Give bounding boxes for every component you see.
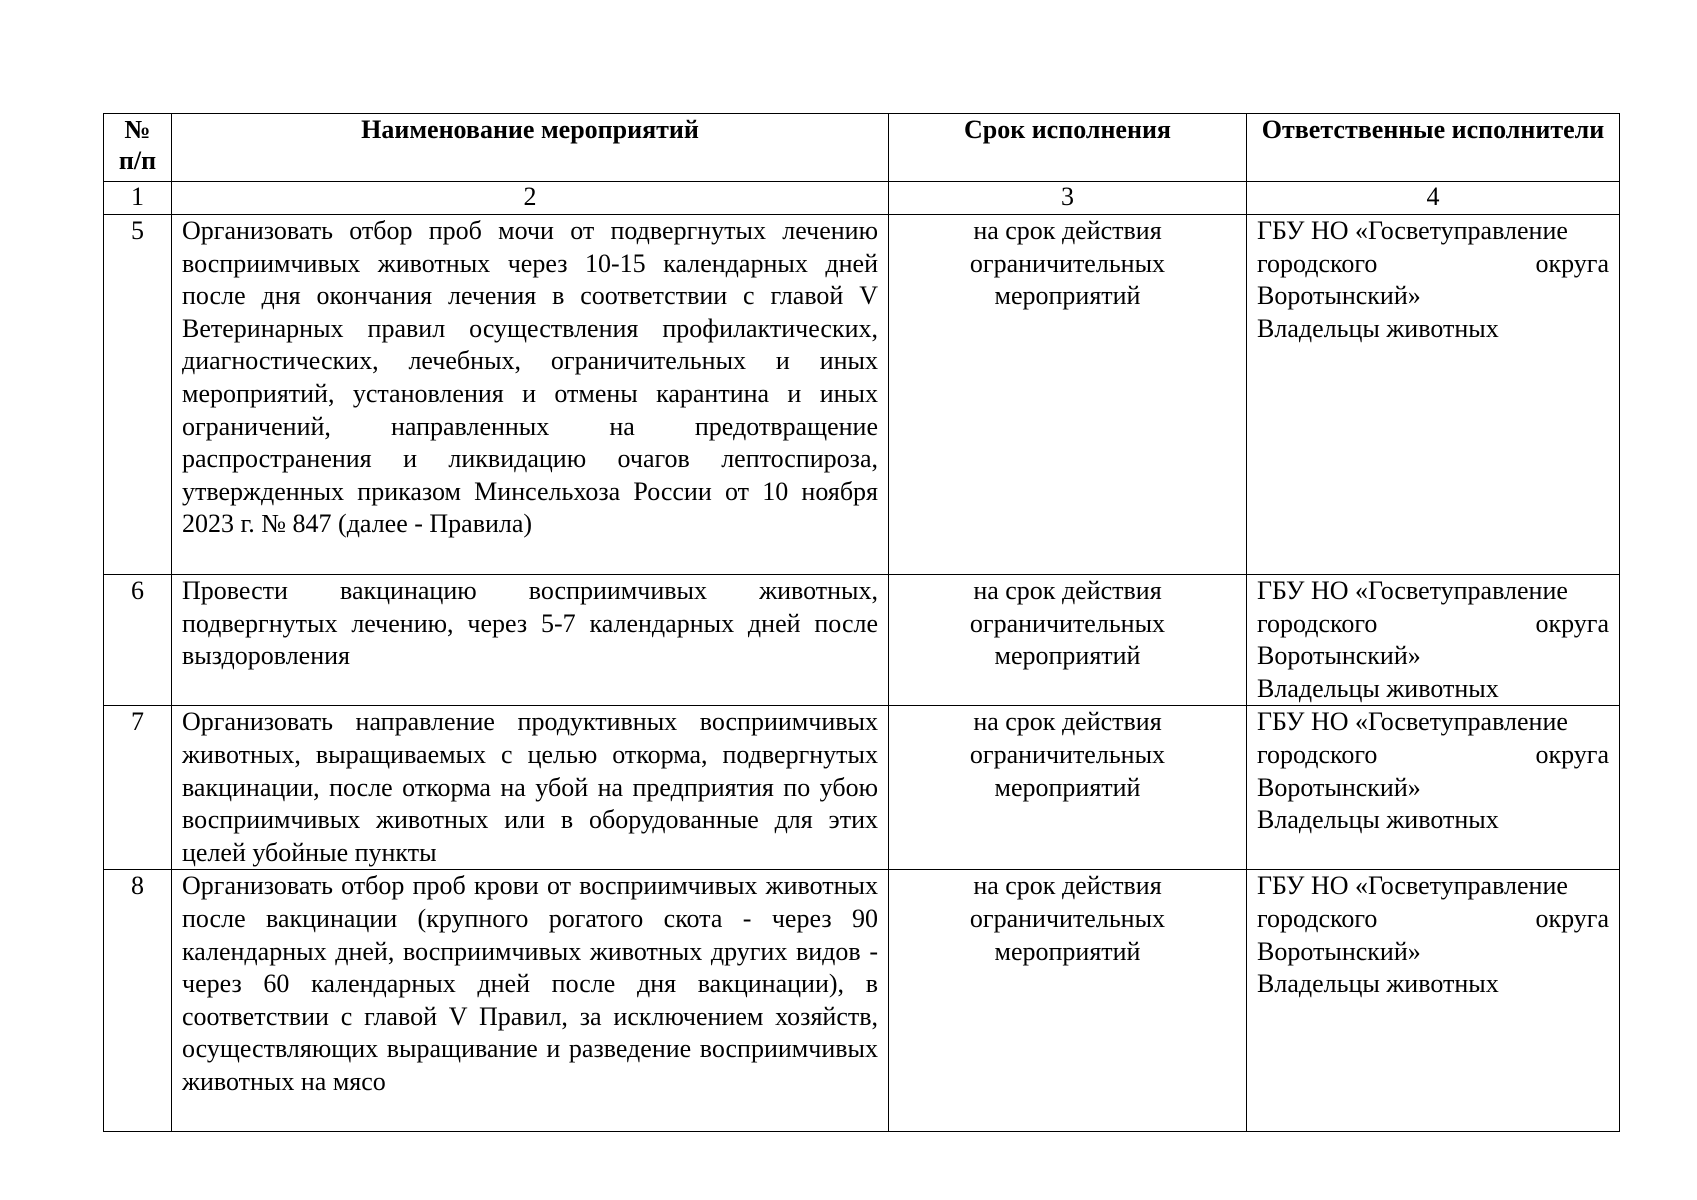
column-numbering-row	[104, 182, 1620, 215]
responsible-org: ГБУ НО «Госветуправление	[1257, 871, 1568, 901]
responsible-executors	[1247, 870, 1620, 1132]
responsible-org-part: городского	[1257, 608, 1378, 638]
column-number-2: 2	[172, 182, 889, 215]
measure-term: на срок действия ограничительных мероприятий	[889, 215, 1247, 575]
header-term: Срок исполнения	[889, 114, 1247, 182]
measure-name: Организовать отбор проб крови от восприимчивых животных после вакцинации (крупного рогатого скота - через 90 календарных дней, восприимчивых животных других видов - через 60 календарных дней после дня вакцинации), в соответствии с главой V Правил, за исключением хозяйств, осуществляющих выращивание и разведение восприимчивых животных на мясо	[172, 870, 889, 1132]
row-number: 8	[104, 870, 172, 1132]
responsible-org-part: Воротынский»	[1257, 772, 1421, 802]
responsible-org-part: Воротынский»	[1257, 641, 1421, 671]
responsible-executors	[1247, 215, 1620, 575]
responsible-owners: Владельцы животных	[1257, 969, 1499, 999]
responsible-org-part: Воротынский»	[1257, 281, 1421, 311]
row-number: 7	[104, 706, 172, 870]
table-row	[104, 870, 1620, 1132]
table-row	[104, 215, 1620, 575]
header-responsible: Ответственные исполнители	[1247, 114, 1620, 182]
responsible-executors	[1247, 706, 1620, 870]
responsible-org-line	[1257, 739, 1609, 772]
responsible-owners: Владельцы животных	[1257, 313, 1499, 343]
measure-name: Организовать направление продуктивных восприимчивых животных, выращиваемых с целью откорма, подвергнутых вакцинации, после откорма на убой на предприятия по убою восприимчивых животных или в оборудованные для этих целей убойные пункты	[172, 706, 889, 870]
measure-name: Провести вакцинацию восприимчивых животных, подвергнутых лечению, через 5-7 календарных дней после выздоровления	[172, 575, 889, 706]
responsible-owners: Владельцы животных	[1257, 673, 1499, 703]
header-number: № п/п	[104, 114, 172, 182]
responsible-org-part: городского	[1257, 739, 1378, 769]
measure-name: Организовать отбор проб мочи от подвергнутых лечению восприимчивых животных через 10-15 календарных дней после дня окончания лечения в соответствии с главой V Ветеринарных правил осуществления профилактических, диагностических, лечебных, ограничительных и иных мероприятий, установления и отмены карантина и иных ограничений, направленных на предотвращение распространения и ликвидацию очагов лептоспироза, утвержденных приказом Минсельхоза России от 10 ноября 2023 г. № 847 (далее - Правила)	[172, 215, 889, 575]
column-number-1: 1	[104, 182, 172, 215]
responsible-org-line	[1257, 903, 1609, 936]
measure-term: на срок действия ограничительных мероприятий	[889, 870, 1247, 1132]
responsible-org-line	[1257, 608, 1609, 641]
column-number-3: 3	[889, 182, 1247, 215]
measure-term: на срок действия ограничительных мероприятий	[889, 706, 1247, 870]
responsible-owners: Владельцы животных	[1257, 805, 1499, 835]
table-row	[104, 575, 1620, 706]
header-name: Наименование мероприятий	[172, 114, 889, 182]
column-number-4: 4	[1247, 182, 1620, 215]
row-number: 6	[104, 575, 172, 706]
responsible-org-part: городского	[1257, 248, 1378, 278]
responsible-org-part: округа	[1535, 608, 1609, 638]
responsible-org: ГБУ НО «Госветуправление	[1257, 707, 1568, 737]
measure-term: на срок действия ограничительных мероприятий	[889, 575, 1247, 706]
responsible-org-part: округа	[1535, 248, 1609, 278]
responsible-org: ГБУ НО «Госветуправление	[1257, 576, 1568, 605]
measures-table	[103, 113, 1620, 1132]
responsible-org-part: округа	[1535, 903, 1609, 933]
responsible-org-line	[1257, 248, 1609, 281]
table-row	[104, 706, 1620, 870]
responsible-org-part: городского	[1257, 903, 1378, 933]
row-number: 5	[104, 215, 172, 575]
responsible-executors	[1247, 575, 1620, 706]
header-row	[104, 114, 1620, 182]
responsible-org-part: Воротынский»	[1257, 936, 1421, 966]
responsible-org-part: округа	[1535, 739, 1609, 769]
responsible-org: ГБУ НО «Госветуправление	[1257, 216, 1568, 245]
